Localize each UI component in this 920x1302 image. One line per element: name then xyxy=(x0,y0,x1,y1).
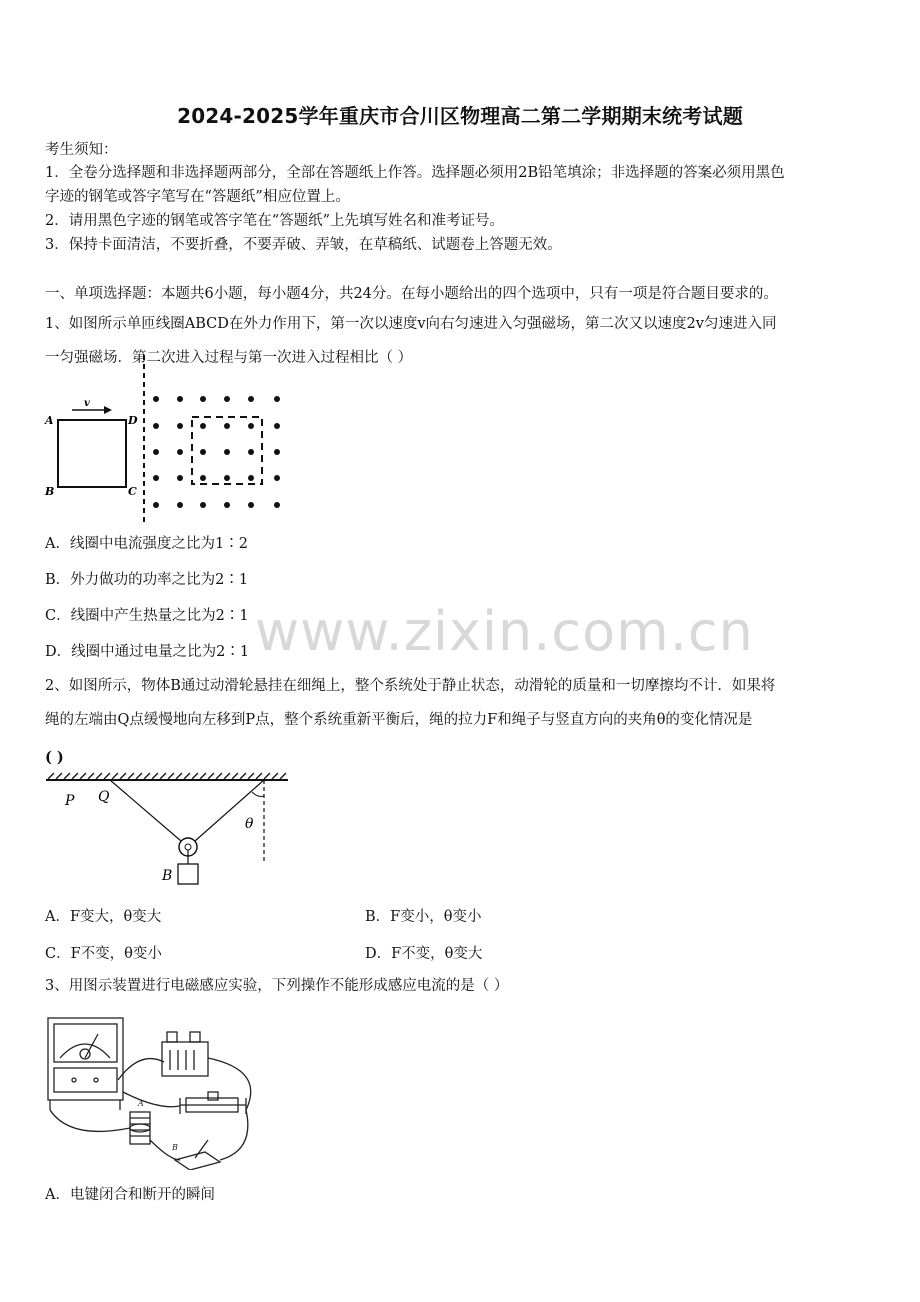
label-A: A xyxy=(45,414,54,427)
q3-option-a: A．电键闭合和断开的瞬间 xyxy=(45,1187,215,1203)
notice-item-3: 3．保持卡面清洁，不要折叠，不要弄破、弄皱，在草稿纸、试题卷上答题无效。 xyxy=(45,237,562,253)
section-heading: 一、单项选择题：本题共6小题，每小题4分，共24分。在每小题给出的四个选项中，只有一项是符合题目要求的。 xyxy=(45,286,778,302)
notice-item-1-cont: 字迹的钢笔或答字笔写在“答题纸”相应位置上。 xyxy=(45,189,350,205)
q1-option-d: D．线圈中通过电量之比为2∶1 xyxy=(45,644,250,660)
label-B: B xyxy=(172,1143,178,1152)
q2-stem-line1: 2、如图所示，物体B通过动滑轮悬挂在细绳上，整个系统处于静止状态，动滑轮的质量和一切摩擦均不计．如果将 xyxy=(45,678,776,694)
page-title: 2024-2025学年重庆市合川区物理高二第二学期期末统考试题 xyxy=(177,104,743,128)
q2-figure xyxy=(40,770,300,890)
notice-heading: 考生须知： xyxy=(45,142,118,158)
label-Q: Q xyxy=(98,789,110,805)
label-P: P xyxy=(65,793,75,809)
q1-stem-line1: 1、如图所示单匝线圈ABCD在外力作用下，第一次以速度v向右匀速进入匀强磁场，第二次又以速度2v匀速进入同 xyxy=(45,316,777,332)
q2-option-a: A．F变大，θ变大 xyxy=(45,909,162,925)
label-theta: θ xyxy=(245,816,254,832)
label-D: D xyxy=(128,414,138,427)
label-C: C xyxy=(128,485,137,498)
label-v: v xyxy=(84,398,90,409)
q2-stem-line3: ( ) xyxy=(45,749,64,766)
notice-item-1: 1．全卷分选择题和非选择题两部分，全部在答题纸上作答。选择题必须用2B铅笔填涂；非选择题的答案必须用黑色 xyxy=(45,165,785,181)
notice-item-2: 2．请用黑色字迹的钢笔或答字笔在“答题纸”上先填写姓名和准考证号。 xyxy=(45,213,505,229)
q2-option-c: C．F不变，θ变小 xyxy=(45,946,162,962)
q1-figure xyxy=(40,350,300,530)
q1-stem-line2: 一匀强磁场．第二次进入过程与第一次进入过程相比（ ） xyxy=(45,350,413,366)
q1-option-b: B．外力做功的功率之比为2∶1 xyxy=(45,572,249,588)
label-B: B xyxy=(45,485,55,498)
q2-option-d: D．F不变，θ变大 xyxy=(365,946,483,962)
magnetic-field-dots xyxy=(153,396,280,508)
watermark: www.zixin.com.cn xyxy=(255,600,754,663)
q3-stem: 3、用图示装置进行电磁感应实验，下列操作不能形成感应电流的是（ ） xyxy=(45,978,509,994)
q1-option-c: C．线圈中产生热量之比为2∶1 xyxy=(45,608,249,624)
q2-option-b: B．F变小，θ变小 xyxy=(365,909,482,925)
q2-stem-line2: 绳的左端由Q点缓慢地向左移到P点，整个系统重新平衡后，绳的拉力F和绳子与竖直方向的夹角θ的变化情况是 xyxy=(45,712,753,728)
q3-figure xyxy=(40,1010,280,1170)
q1-option-a: A．线圈中电流强度之比为1∶2 xyxy=(45,536,248,552)
label-A: A xyxy=(138,1099,144,1108)
label-B: B xyxy=(162,868,173,884)
